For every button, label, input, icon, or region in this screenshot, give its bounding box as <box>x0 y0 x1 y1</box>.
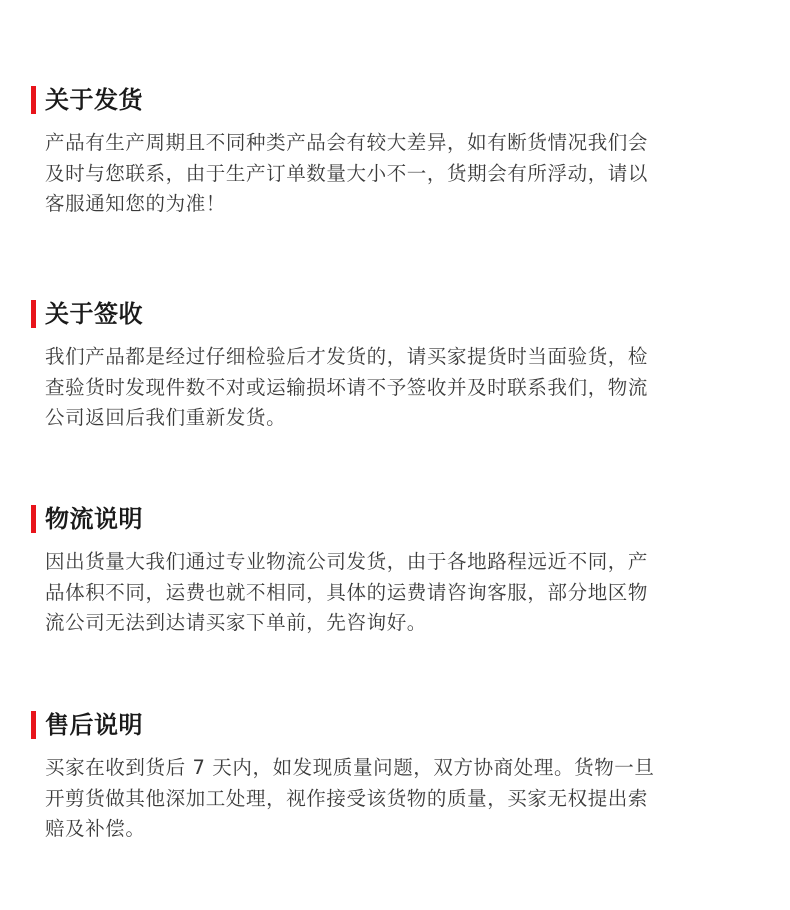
body-line: 流公司无法到达请买家下单前，先咨询好。 <box>45 611 427 634</box>
accent-bar <box>31 505 36 533</box>
section-title: 售后说明 <box>45 711 143 739</box>
body-line: 买家在收到货后 7 天内，如发现质量问题，双方协商处理。货物一旦 <box>45 756 655 779</box>
body-line: 开剪货做其他深加工处理，视作接受该货物的质量，买家无权提出索 <box>45 786 649 810</box>
section-shipping <box>31 84 731 220</box>
body-line: 品体积不同，运费也就不相同，具体的运费请咨询客服，部分地区物 <box>45 580 649 604</box>
section-after-sales <box>31 709 731 845</box>
body-line: 赔及补偿。 <box>45 817 146 840</box>
body-line: 及时与您联系，由于生产订单数量大小不一，货期会有所浮动，请以 <box>45 161 649 185</box>
section-title: 关于发货 <box>45 86 143 114</box>
body-line: 产品有生产周期且不同种类产品会有较大差异，如有断货情况我们会 <box>45 131 649 154</box>
section-title: 物流说明 <box>45 505 143 533</box>
section-heading <box>31 503 731 535</box>
section-title: 关于签收 <box>45 300 143 328</box>
accent-bar <box>31 300 36 328</box>
section-logistics <box>31 503 731 639</box>
section-body <box>31 753 705 845</box>
body-line: 查验货时发现件数不对或运输损坏请不予签收并及时联系我们，物流 <box>45 375 649 399</box>
section-body <box>31 128 705 220</box>
accent-bar <box>31 86 36 114</box>
body-line: 客服通知您的为准！ <box>45 192 226 215</box>
section-body <box>31 547 705 639</box>
section-receipt <box>31 298 731 434</box>
section-heading <box>31 84 731 116</box>
accent-bar <box>31 711 36 739</box>
section-body <box>31 342 705 434</box>
section-heading <box>31 298 731 330</box>
body-line: 因出货量大我们通过专业物流公司发货，由于各地路程远近不同，产 <box>45 550 649 573</box>
body-line: 公司返回后我们重新发货。 <box>45 406 287 429</box>
body-line: 我们产品都是经过仔细检验后才发货的，请买家提货时当面验货，检 <box>45 345 649 368</box>
section-heading <box>31 709 731 741</box>
